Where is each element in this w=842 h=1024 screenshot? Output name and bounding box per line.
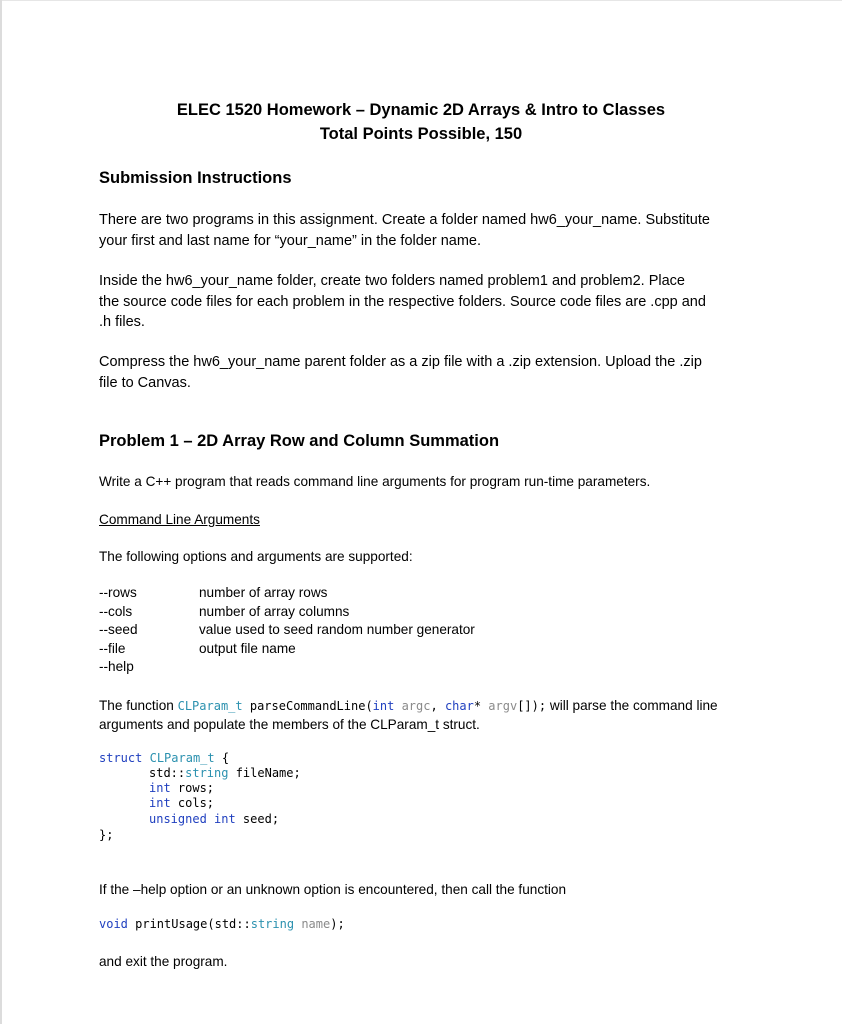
code-token: parseCommandLine( <box>242 699 373 713</box>
code-token: int <box>149 781 171 795</box>
paragraph-line: file to Canvas. <box>99 374 191 391</box>
option-description: number of array rows <box>199 585 328 600</box>
submission-heading: Submission Instructions <box>99 169 292 187</box>
code-token: string <box>250 917 295 931</box>
function-description <box>99 696 718 716</box>
code-token: std:: <box>149 766 186 780</box>
option-description: value used to seed random number generator <box>199 622 475 637</box>
paragraph-line: the source code files for each problem in the respective folders. Source code files are .cpp and <box>99 293 706 310</box>
exit-program-text: and exit the program. <box>99 954 228 969</box>
code-token: { <box>214 751 230 765</box>
option-flag: --cols <box>99 604 133 619</box>
text-span: The function <box>99 698 178 713</box>
option-description: output file name <box>199 641 296 656</box>
submission-paragraph-3 <box>99 352 749 393</box>
code-token: argv <box>488 699 518 713</box>
code-token: CLParam_t <box>149 751 215 765</box>
document-title: ELEC 1520 Homework – Dynamic 2D Arrays & Intro to Classes <box>176 101 666 119</box>
submission-paragraph-1 <box>99 210 749 251</box>
paragraph-line: Inside the hw6_your_name folder, create two folders named problem1 and problem2. Place <box>99 273 685 289</box>
code-token: CLParam_t <box>177 699 243 713</box>
function-signature <box>178 699 547 713</box>
code-token: seed; <box>235 812 280 826</box>
page-top-edge <box>0 0 842 1</box>
code-line <box>149 766 301 780</box>
code-token: rows; <box>170 781 215 795</box>
submission-paragraph-2 <box>99 271 749 333</box>
code-token: ); <box>330 917 345 931</box>
code-token: void <box>99 917 128 931</box>
options-intro: The following options and arguments are supported: <box>99 549 413 564</box>
option-description: number of array columns <box>199 604 350 619</box>
code-line <box>149 796 214 810</box>
command-line-arguments-heading: Command Line Arguments <box>99 512 260 527</box>
code-token: unsigned int <box>149 812 236 826</box>
option-flag: --file <box>99 641 126 656</box>
paragraph-line: There are two programs in this assignment. Create a folder named hw6_your_name. Substitute <box>99 212 710 228</box>
code-token: string <box>185 766 229 780</box>
code-token: name <box>301 917 331 931</box>
usage-function-code <box>99 917 345 931</box>
code-token: int <box>372 699 395 713</box>
code-token: int <box>149 796 171 810</box>
option-flag: --rows <box>99 585 137 600</box>
document-subtitle: Total Points Possible, 150 <box>319 125 523 143</box>
code-token: []); <box>517 699 547 713</box>
code-token: * <box>473 699 489 713</box>
code-token: cols; <box>170 796 215 810</box>
code-token: char <box>444 699 474 713</box>
code-token: , <box>430 699 445 713</box>
paragraph-line: .h files. <box>99 314 145 330</box>
code-line: }; <box>99 828 114 842</box>
paragraph-line: your first and last name for “your_name” in the folder name. <box>99 232 482 249</box>
text-span: will parse the command line <box>546 698 718 713</box>
code-line <box>149 812 279 826</box>
help-option-text: If the –help option or an unknown option is encountered, then call the function <box>99 882 567 897</box>
paragraph-line: Compress the hw6_your_name parent folder as a zip file with a .zip extension. Upload the .zip <box>99 354 702 370</box>
option-flag: --seed <box>99 622 138 637</box>
code-line <box>149 781 214 795</box>
problem1-intro: Write a C++ program that reads command line arguments for program run-time parameters. <box>99 474 651 489</box>
page-left-edge <box>0 0 2 1024</box>
code-token: fileName; <box>228 766 301 780</box>
code-token: struct <box>99 751 143 765</box>
code-token: printUsage(std:: <box>127 917 251 931</box>
problem1-heading: Problem 1 – 2D Array Row and Column Summation <box>99 432 500 450</box>
code-token: argc <box>394 699 431 713</box>
function-description-line2: arguments and populate the members of the CLParam_t struct. <box>99 717 480 732</box>
option-flag: --help <box>99 659 134 674</box>
code-line <box>99 751 229 765</box>
